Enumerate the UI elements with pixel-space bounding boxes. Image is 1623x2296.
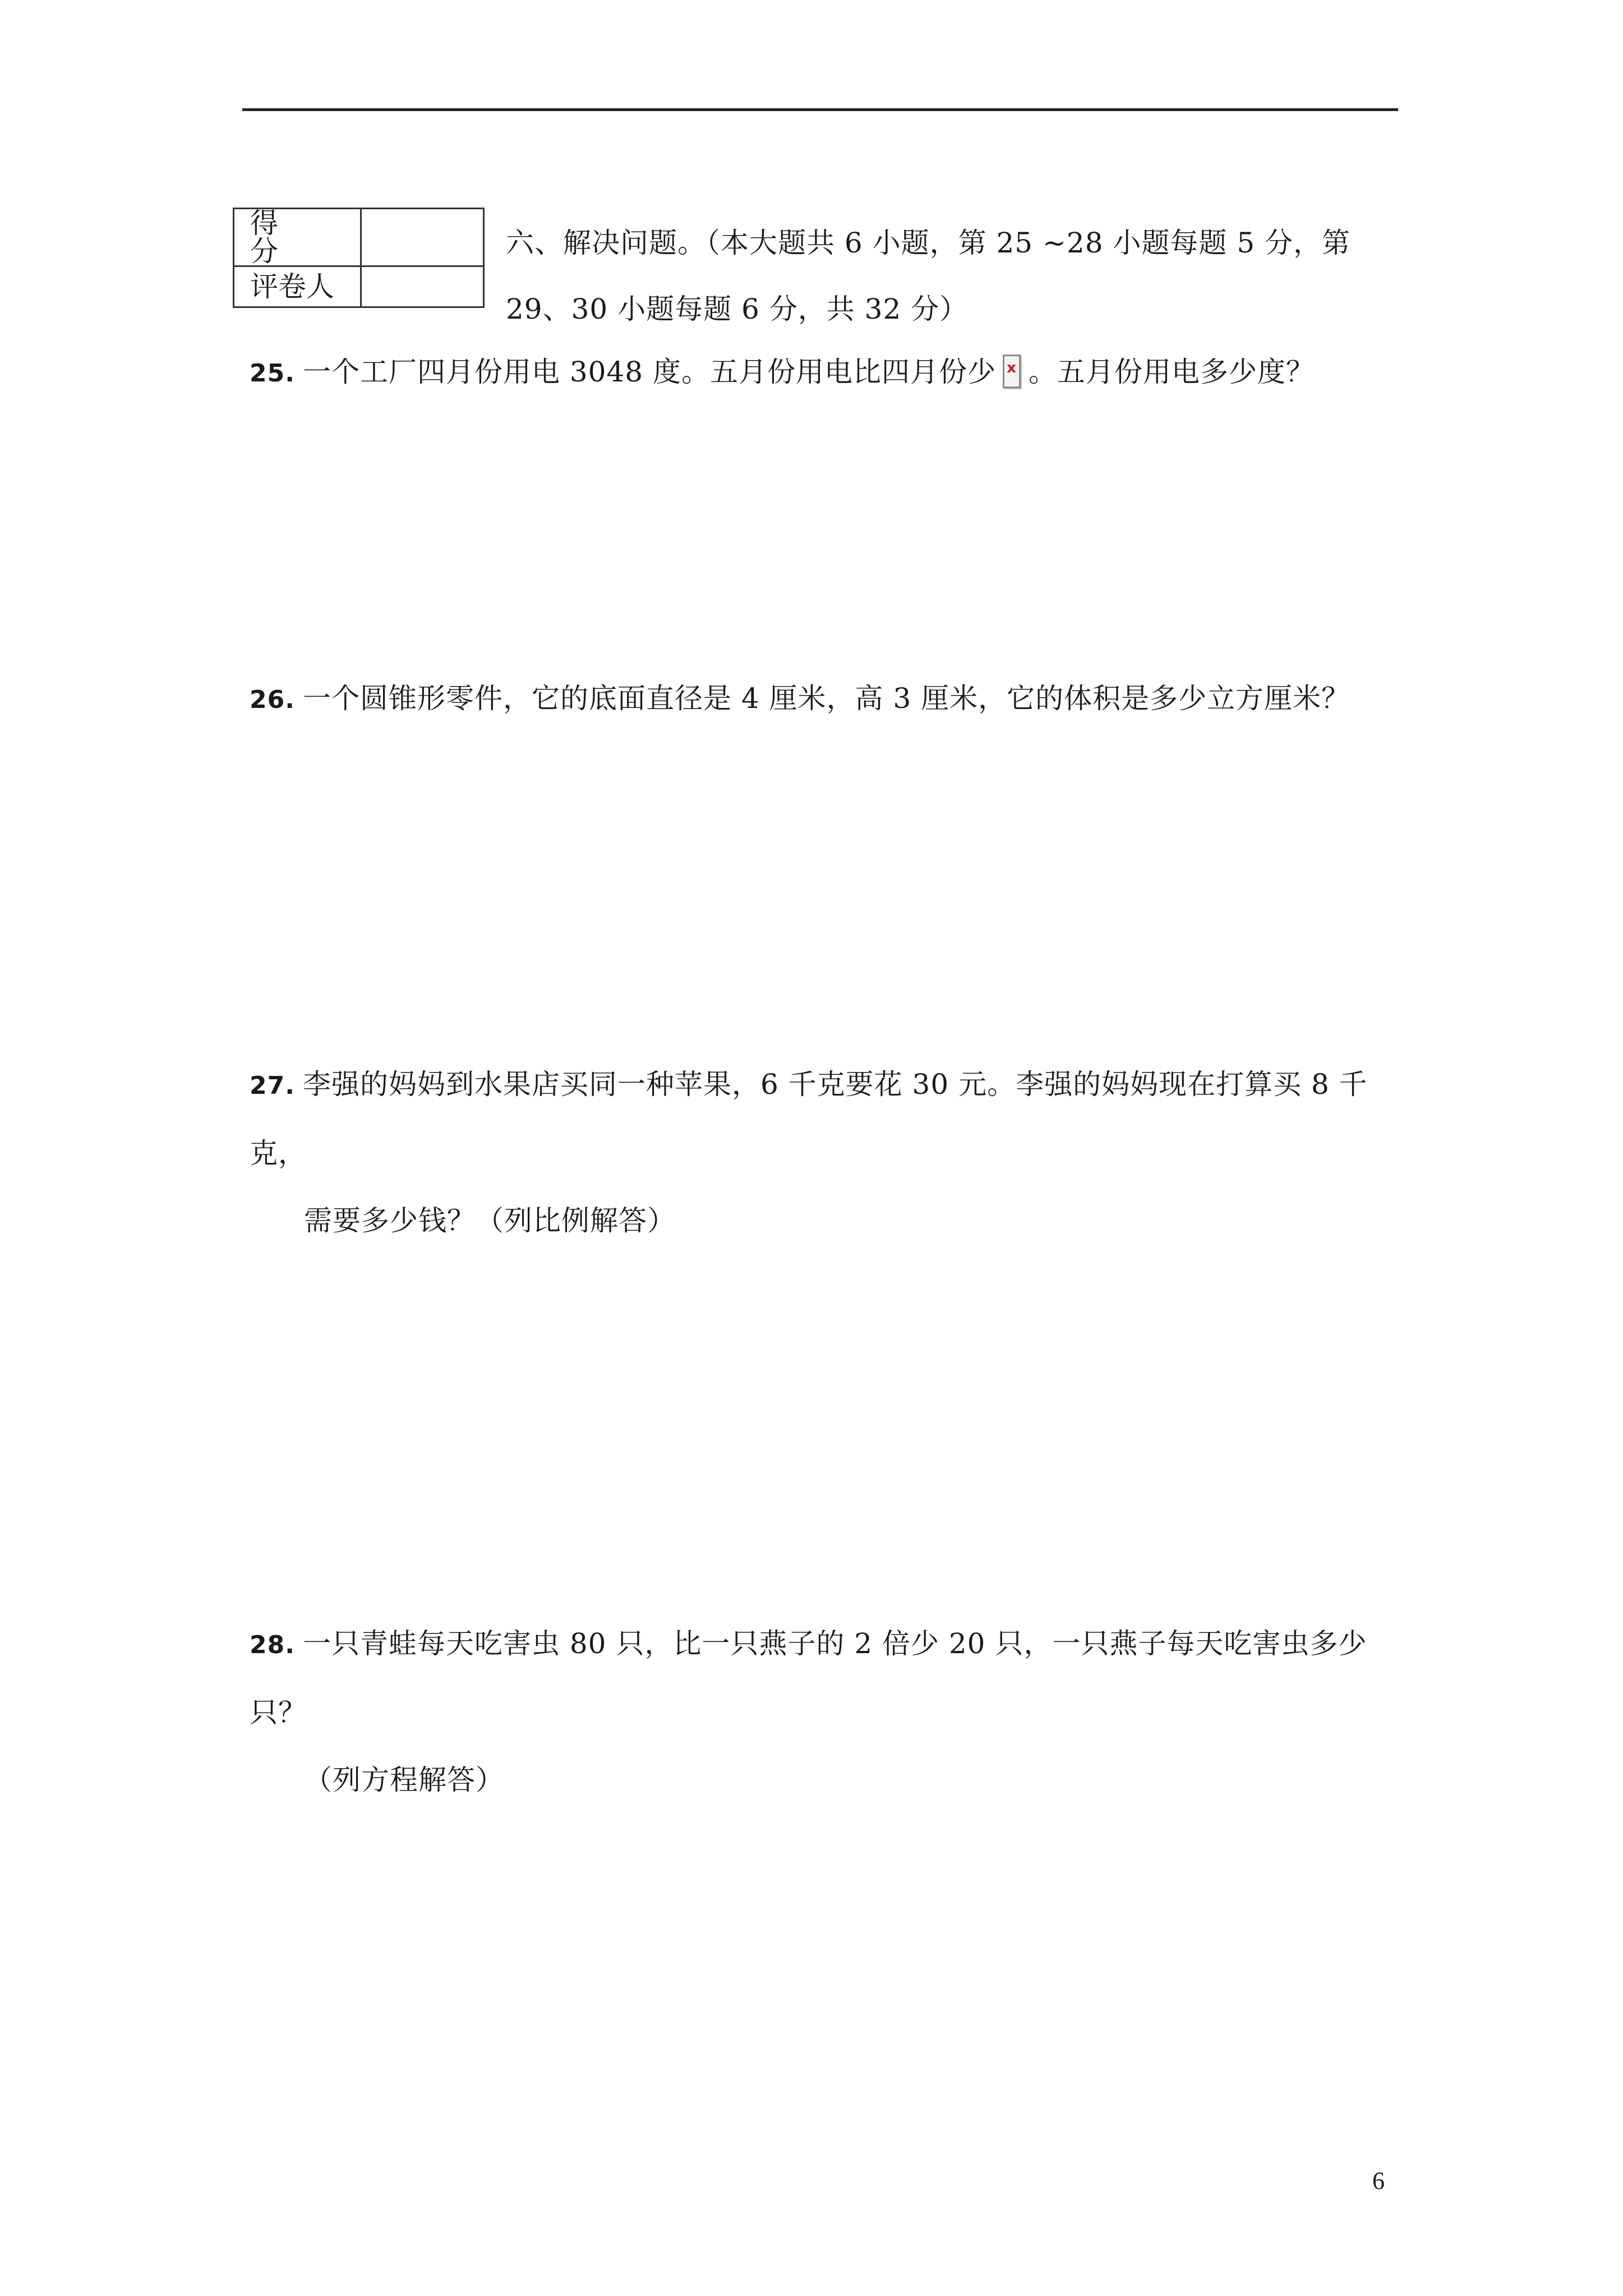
score-label-cell: [234, 209, 361, 266]
question-number: 28.: [250, 1631, 295, 1659]
grader-label: 评卷人: [250, 270, 334, 303]
question-text: 一个圆锥形零件，它的底面直径是 4 厘米，高 3 厘米，它的体积是多少立方厘米？: [302, 682, 1350, 715]
score-box: [233, 208, 485, 308]
question-text-line1: 一只青蛙每天吃害虫 80 只，比一只燕子的 2 倍少 20 只，一只燕子每天吃害虫多少只？: [250, 1627, 1367, 1729]
broken-image-icon: x: [1003, 355, 1021, 388]
page-number: 6: [1372, 2167, 1385, 2194]
question-number: 26.: [250, 685, 295, 714]
question-number: 25.: [250, 359, 295, 388]
question-28: [250, 1610, 1399, 1814]
score-row: [234, 209, 484, 266]
question-text-line1: 李强的妈妈到水果店买同一种苹果，6 千克要花 30 元。李强的妈妈现在打算买 8 千克，: [250, 1068, 1368, 1170]
grader-row: [234, 266, 484, 307]
grader-entry-cell[interactable]: [361, 266, 484, 307]
question-number: 27.: [250, 1071, 295, 1100]
question-text-line2: （列方程解答）: [304, 1764, 504, 1796]
question-text-continued: 。五月份用电多少度？: [1029, 356, 1315, 388]
question-25: [250, 338, 1399, 407]
section-heading: 六、解决问题。（本大题共 6 小题，第 25 ~28 小题每题 5 分，第 29、30 小题每题 6 分，共 32 分）: [506, 227, 1351, 325]
header-rule: [242, 108, 1398, 111]
score-label: 得分: [250, 207, 311, 268]
question-27: [250, 1051, 1399, 1254]
question-text: 一个工厂四月份用电 3048 度。五月份用电比四月份少: [302, 356, 996, 388]
question-text-line2: 需要多少钱？（列比例解答）: [304, 1204, 676, 1237]
question-26: [250, 665, 1399, 734]
score-entry-cell[interactable]: [361, 209, 484, 266]
grader-label-cell: [234, 266, 361, 307]
